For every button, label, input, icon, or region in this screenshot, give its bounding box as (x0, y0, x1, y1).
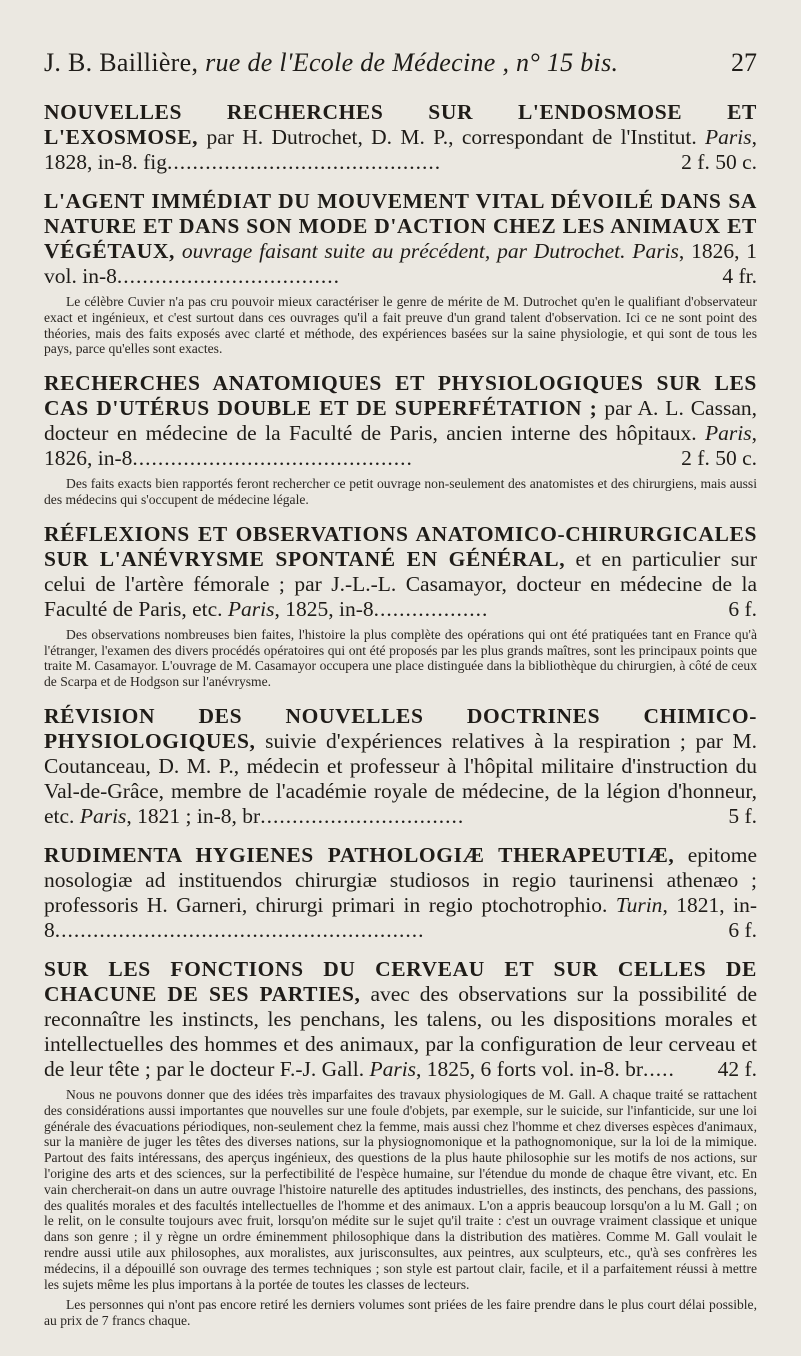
entry-leader: ................................ (260, 803, 465, 828)
publisher-name: J. B. Baillière, (44, 48, 199, 77)
publisher-address: rue de l'Ecole de Médecine , n° 15 bis. (205, 48, 619, 77)
catalogue-entry (44, 957, 757, 1329)
entry-leader: ................................... (116, 264, 340, 288)
entry-price: 2 f. 50 c. (681, 446, 757, 471)
entry-details: , 1825, 6 forts vol. in-8. br (416, 1056, 643, 1081)
entry-author: et en particulier sur celui de l'artère fémorale ; par J.-L.-L. Casamayor, docteur en médecine de la Faculté de Paris, etc. (44, 546, 758, 621)
entry-title-caps: NOUVELLES RECHERCHES SUR L'ENDOSMOSE ET L'EXOSMOSE, (44, 100, 757, 149)
catalogue-entry (44, 371, 757, 508)
entry-details: , 1825, in-8 (274, 596, 374, 621)
entry-note: Des faits exacts bien rapportés feront rechercher ce petit ouvrage non-seulement des anatomistes et des chirurgiens, mais aussi des médecins qui s'occupent de médecine légale. (44, 476, 757, 507)
entry-author: par H. Dutrochet, D. M. P., correspondant de l'Institut. (206, 125, 697, 149)
entry-note: Nous ne pouvons donner que des idées très imparfaites des travaux physiologiques de M. Gall. A chaque traité se rattachent des considérations aussi importantes que nouvelles sur une foule d'objets, par exemple, sur le suicide, sur l'infanticide, sur une loi générale des évacuations périodiques, non-seulement chez la femme, mais aussi chez l'homme et chez diverses espèces d'animaux, sur la manière de juger les têtes des diverses nations, sur la physiognomonique et la pathognomonique, sur la loi de la mimique. Partout des faits intéressans, des aperçus ingénieux, des questions de la plus haute philosophie sur les motifs de nos actions, sur l'origine des arts et des sciences, sur la perfectibilité de l'espèce humaine, sur l'étendue du monde de chaque être vivant, etc. En vain chercherait-on dans un autre ouvrage l'histoire naturelle des aptitudes industrielles, des instincts, des penchans, des passions, des qualités morales et des facultés intellectuelles de l'homme et des animaux. L'on a appris beaucoup lorsqu'on a lu M. Gall ; on le relit, on le consulte toujours avec fruit, lorsqu'on médite sur le sujet qu'il traite : c'est un ouvrage vraiment classique et unique dans son genre ; il y règne un ordre éminemment philosophique dans la distribution des matières. Comme M. Gall voulait le rendre aussi utile aux philosophes, aux moralistes, aux jurisconsultes, aux peintres, aux sculpteurs, etc., qu'à ses confrères les médecins, il a dépouillé son ouvrage des termes techniques ; son style est partout clair, facile, et il a parfaitement réussi à mettre les sujets même les plus importans à la portée de toutes les classes de lecteurs. (44, 1086, 757, 1292)
running-header (44, 44, 757, 86)
entry-title-caps: RECHERCHES ANATOMIQUES ET PHYSIOLOGIQUES SUR LES CAS D'UTÉRUS DOUBLE ET DE SUPERFÉTATION ; (44, 371, 757, 421)
entry-details: , 1828, in-8. fig (44, 125, 758, 174)
entry-note: Des observations nombreuses bien faites, l'histoire la plus complète des opérations qui ont été pratiquées tant en France qu'à l'étranger, l'examen des divers procédés opératoires qui ont été proposés par les plus grands maîtres, sont les principaux points que traite M. Casamayor. L'ouvrage de M. Casamayor occupera une place distinguée dans la bibliothèque du chirurgien, à côté de ceux de Scarpa et de Hodgson sur l'anévrysme. (44, 626, 757, 690)
entry-note-italic: Les personnes qui n'ont pas encore retiré les derniers volumes sont priées de les faire prendre dans le plus court délai possible, au prix de 7 francs chaque. (44, 1297, 757, 1329)
entry-place: Paris (369, 1056, 417, 1081)
entry-leader: .................. (373, 596, 489, 621)
page-number: 27 (731, 48, 757, 77)
entry-author: avec des observations sur la possibilité de reconnaître les instincts, les penchans, les talens, ou les dispositions morales et intellectuelles des hommes et des animaux, par la configuration de leur cerveau et de leur tête ; par le docteur F.-J. Gall. (44, 981, 758, 1081)
entry-leader: ............................................ (132, 446, 413, 471)
entry-title (44, 957, 757, 1082)
entry-title (44, 189, 757, 289)
catalogue-entry (44, 522, 757, 690)
catalogue-entry (44, 704, 757, 829)
entry-leader: .......................................................... (54, 917, 425, 942)
entry-price: 4 fr. (722, 264, 757, 288)
entry-details: , 1821 ; in-8, br (126, 803, 261, 828)
entry-note: Le célèbre Cuvier n'a pas cru pouvoir mieux caractériser le genre de mérite de M. Dutrochet qu'en le qualifiant d'observateur exact et ingénieux, et c'est surtout dans ces ouvrages qu'il a fait preuve d'un grand talent d'observation. Ici ce ne sont point des théories, mais des faits exposés avec clarté et méthode, des expériences basées sur la saine physiologie, et qui sont de tous les pays, parce qu'elles sont exactes. (44, 294, 757, 357)
catalogue-entry (44, 843, 757, 943)
entry-place: Paris (705, 125, 752, 149)
entry-place: Paris (79, 803, 127, 828)
entry-title (44, 843, 757, 943)
entry-place: Turin (615, 892, 663, 917)
entry-author: ouvrage faisant suite au précédent, par Dutrochet. (181, 239, 626, 263)
entry-place: Paris (632, 239, 679, 263)
entry-details: , 1826, 1 vol. in-8 (44, 239, 758, 288)
entry-leader: ..... (642, 1056, 675, 1081)
entry-author: suivie d'expériences relatives à la respiration ; par M. Coutanceau, D. M. P., médecin et professeur à l'hôpital militaire d'instruction du Val-de-Grâce, membre de l'académie royale de médecine, de la légion d'honneur, etc. (44, 728, 758, 828)
entry-title (44, 371, 757, 471)
entry-details: , 1826, in-8 (44, 421, 757, 471)
entry-title-caps: RUDIMENTA HYGIENES PATHOLOGIÆ THERAPEUTIÆ, (44, 842, 675, 867)
entry-leader: ........................................... (167, 150, 442, 174)
entry-author: par A. L. Cassan, docteur en médecine de la Faculté de Paris, ancien interne des hôpitaux. (44, 396, 757, 446)
entry-price: 6 f. (728, 596, 757, 621)
entry-price: 6 f. (728, 917, 757, 942)
entry-author: epitome nosologiæ ad instituendos chirurgiæ studiosos in regio taurinensi athenæo ; professoris H. Garneri, chirurgi primari in regio ptochotrophio. (44, 842, 757, 917)
entry-title-caps: SUR LES FONCTIONS DU CERVEAU ET SUR CELLES DE CHACUNE DE SES PARTIES, (44, 956, 757, 1006)
entry-title-caps: RÉFLEXIONS ET OBSERVATIONS ANATOMICO-CHIRURGICALES SUR L'ANÉVRYSME SPONTANÉ EN GÉNÉRAL, (44, 521, 757, 571)
entry-place: Paris (705, 421, 752, 446)
entry-price: 42 f. (717, 1056, 757, 1081)
entry-title (44, 704, 757, 829)
entry-title (44, 522, 757, 622)
catalogue-entry (44, 100, 757, 175)
entry-title-caps: RÉVISION DES NOUVELLES DOCTRINES CHIMICO-PHYSIOLOGIQUES, (44, 703, 757, 753)
running-title (44, 48, 618, 78)
entry-price: 2 f. 50 c. (681, 150, 757, 174)
entry-place: Paris (227, 596, 275, 621)
entry-title-caps: L'AGENT IMMÉDIAT DU MOUVEMENT VITAL DÉVOILÉ DANS SA NATURE ET DANS SON MODE D'ACTION CHEZ LES ANIMAUX ET VÉGÉTAUX, (44, 189, 757, 263)
entry-details: , 1821, in-8 (44, 892, 757, 942)
entry-price: 5 f. (728, 803, 757, 828)
entry-title (44, 100, 757, 175)
catalogue-entry (44, 189, 757, 357)
